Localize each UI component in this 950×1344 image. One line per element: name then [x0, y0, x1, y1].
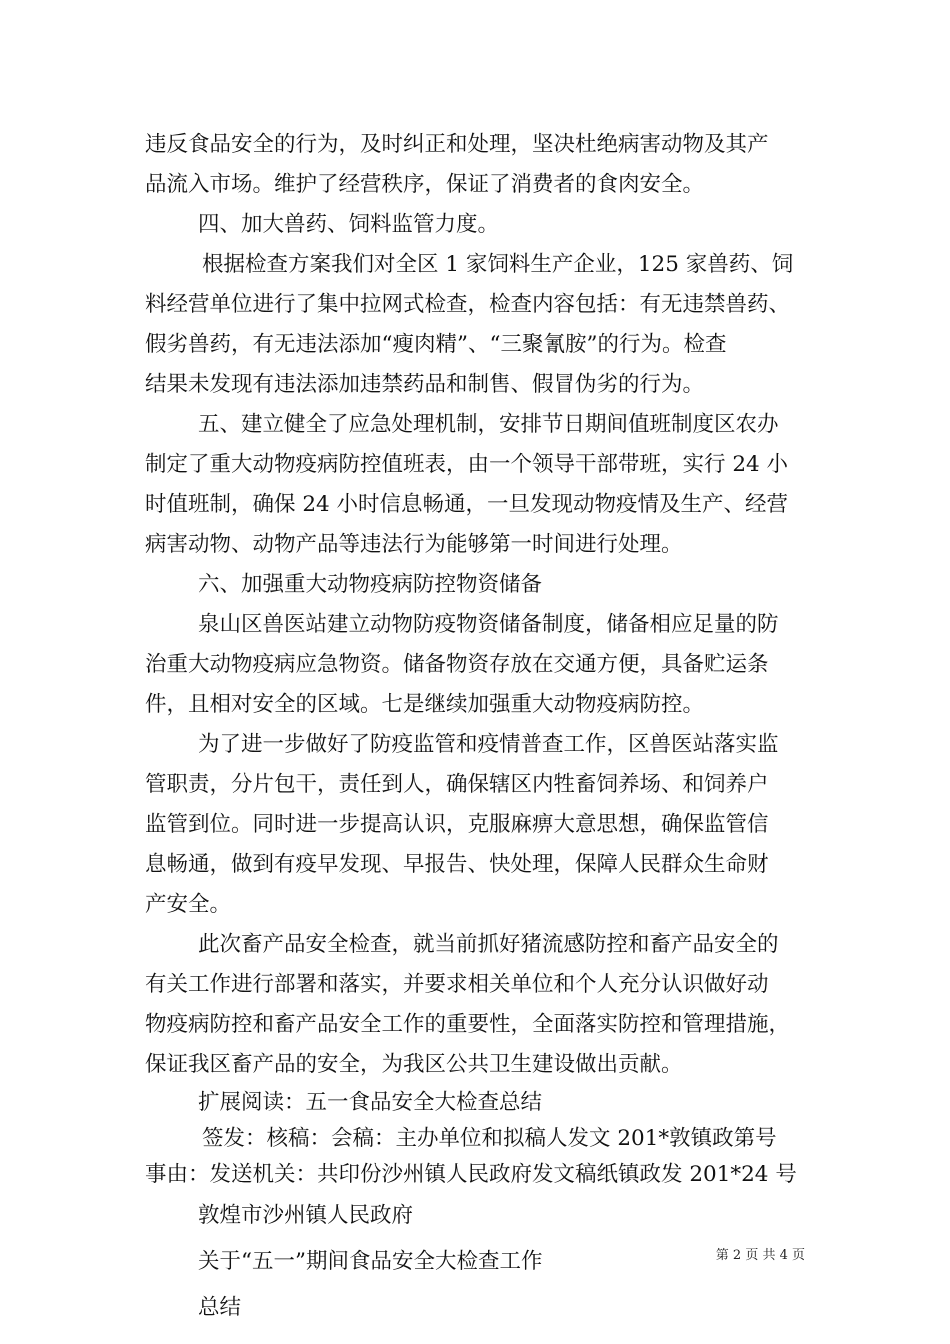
text-line: 监管到位。同时进一步提高认识，克服麻痹大意思想，确保监管信	[145, 812, 769, 837]
text-line: 敦煌市沙州镇人民政府	[198, 1203, 414, 1228]
section-heading: 六、加强重大动物疫病防控物资储备	[198, 572, 543, 597]
section-heading: 四、加大兽药、饲料监管力度。	[198, 212, 500, 237]
document-body	[145, 125, 825, 1331]
text-line: 制定了重大动物疫病防控值班表，由一个领导干部带班，实行 24 小	[145, 452, 789, 477]
text-line: 结果未发现有违法添加违禁药品和制售、假冒伪劣的行为。	[145, 372, 705, 397]
text-line: 治重大动物疫病应急物资。储备物资存放在交通方便，具备贮运条	[145, 652, 769, 677]
text-line: 息畅通，做到有疫早发现、早报告、快处理，保障人民群众生命财	[145, 852, 769, 877]
extended-reading-heading: 扩展阅读：五一食品安全大检查总结	[198, 1090, 543, 1115]
text-line: 保证我区畜产品的安全，为我区公共卫生建设做出贡献。	[145, 1052, 683, 1077]
text-line: 病害动物、动物产品等违法行为能够第一时间进行处理。	[145, 532, 683, 557]
text-line: 管职责，分片包干，责任到人，确保辖区内牲畜饲养场、和饲养户	[145, 772, 769, 797]
text-line: 假劣兽药，有无违法添加“瘦肉精”、“三聚氰胺”的行为。检查	[145, 332, 727, 357]
text-line: 有关工作进行部署和落实，并要求相关单位和个人充分认识做好动	[145, 972, 769, 997]
text-line: 根据检查方案我们对全区 1 家饲料生产企业，125 家兽药、饲	[202, 252, 794, 277]
section-heading: 五、建立健全了应急处理机制，安排节日期间值班制度区农办	[198, 412, 779, 437]
text-line: 关于“五一”期间食品安全大检查工作	[198, 1249, 543, 1274]
text-line: 料经营单位进行了集中拉网式检查，检查内容包括：有无违禁兽药、	[145, 292, 791, 317]
text-line: 为了进一步做好了防疫监管和疫情普查工作，区兽医站落实监	[198, 732, 779, 757]
text-line: 品流入市场。维护了经营秩序，保证了消费者的食肉安全。	[145, 172, 705, 197]
text-line: 时值班制，确保 24 小时信息畅通，一旦发现动物疫情及生产、经营	[145, 492, 789, 517]
text-line: 事由：发送机关：共印份沙州镇人民政府发文稿纸镇政发 201*24 号	[145, 1162, 797, 1187]
text-line: 泉山区兽医站建立动物防疫物资储备制度，储备相应足量的防	[198, 612, 779, 637]
text-line: 签发：核稿：会稿：主办单位和拟稿人发文 201*敦镇政第号	[202, 1126, 777, 1151]
text-line: 物疫病防控和畜产品安全工作的重要性，全面落实防控和管理措施，	[145, 1012, 791, 1037]
text-line: 产安全。	[145, 892, 232, 917]
text-line: 此次畜产品安全检查，就当前抓好猪流感防控和畜产品安全的	[198, 932, 779, 957]
text-line: 违反食品安全的行为，及时纠正和处理，坚决杜绝病害动物及其产	[145, 132, 769, 157]
text-line: 总结	[198, 1295, 242, 1320]
page-number: 第 2 页 共 4 页	[715, 1248, 805, 1263]
text-line: 件，且相对安全的区域。七是继续加强重大动物疫病防控。	[145, 692, 705, 717]
